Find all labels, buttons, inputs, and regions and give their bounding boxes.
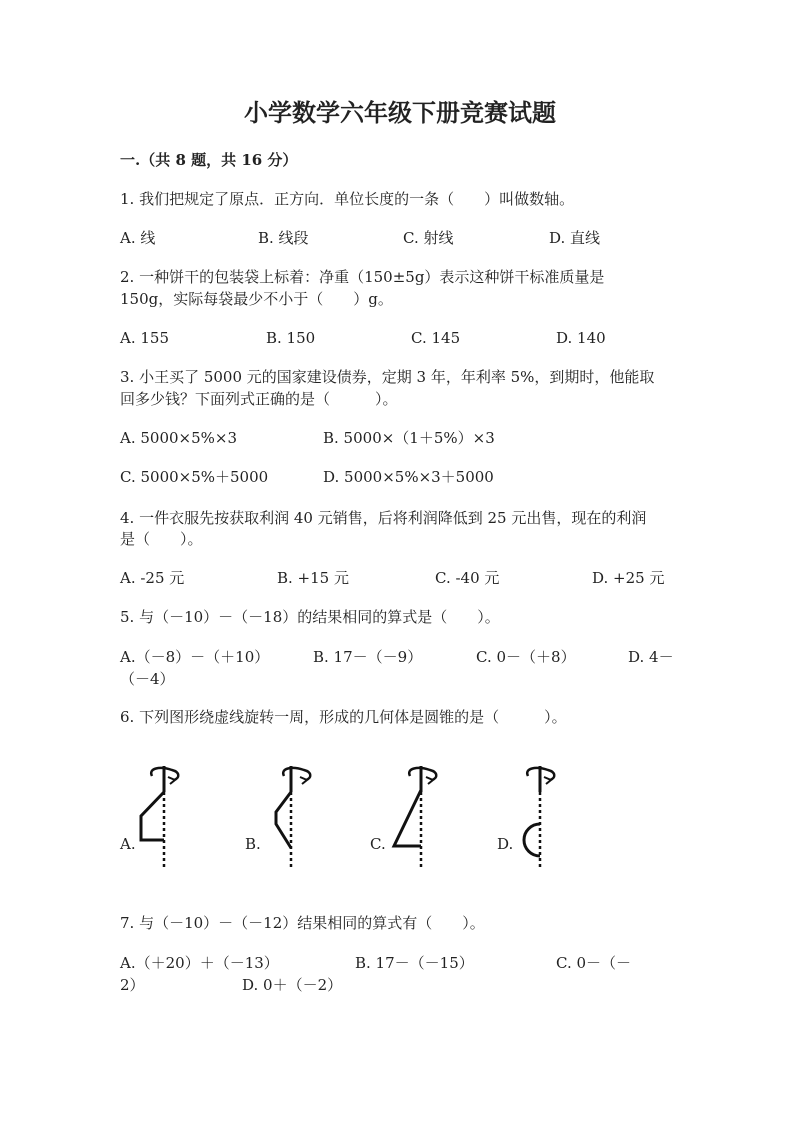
rotation-arrow-icon	[283, 768, 310, 780]
question-2-stem-line2: 150g，实际每袋最少不小于（ ）g。	[120, 290, 393, 308]
figure-a	[130, 762, 190, 872]
question-1-option-b: B. 线段	[258, 229, 309, 247]
shape-d-semicircle	[524, 824, 540, 856]
question-4-option-a: A. -25 元	[120, 569, 185, 587]
question-3-option-c: C. 5000×5%＋5000	[120, 468, 269, 486]
question-3-option-b: B. 5000×（1＋5%）×3	[323, 429, 495, 447]
question-6-option-b: B.	[245, 835, 261, 853]
question-4-stem-line2: 是（ ）。	[120, 530, 203, 548]
section-header: 一.（共 8 题，共 16 分）	[120, 151, 298, 169]
question-5-stem: 5. 与（－10）－（－18）的结果相同的算式是（ ）。	[120, 608, 500, 626]
shape-a-outline	[141, 792, 164, 840]
question-3-stem-line2: 回多少钱？下面列式正确的是（ ）。	[120, 390, 398, 408]
question-7-stem: 7. 与（－10）－（－12）结果相同的算式有（ ）。	[120, 914, 485, 932]
question-6-option-a: A.	[120, 835, 136, 853]
question-5-option-b: B. 17－（－9）	[313, 648, 423, 666]
question-4-option-c: C. -40 元	[435, 569, 500, 587]
question-4-option-d: D. +25 元	[592, 569, 665, 587]
question-6-option-d: D.	[497, 835, 514, 853]
question-3-option-a: A. 5000×5%×3	[120, 429, 238, 447]
question-2-option-c: C. 145	[411, 329, 461, 347]
question-4-stem-line1: 4. 一件衣服先按获取利润 40 元销售，后将利润降低到 25 元出售，现在的利润	[120, 509, 647, 527]
question-7-option-a: A.（＋20）＋（－13）	[120, 954, 279, 972]
figure-d	[516, 762, 576, 872]
question-1-option-d: D. 直线	[549, 229, 601, 247]
figure-b	[262, 762, 322, 872]
rotation-arrow-icon	[409, 768, 436, 780]
question-2-option-a: A. 155	[120, 329, 169, 347]
question-7-option-c: C. 0－（－	[556, 954, 632, 972]
page-title: 小学数学六年级下册竞赛试题	[244, 98, 556, 127]
question-5-option-d: D. 4－	[628, 648, 674, 666]
question-7-option-c-cont: 2）	[120, 976, 145, 994]
question-2-option-b: B. 150	[266, 329, 316, 347]
question-1-stem: 1. 我们把规定了原点．正方向．单位长度的一条（ ）叫做数轴。	[120, 190, 575, 208]
question-3-option-d: D. 5000×5%×3＋5000	[323, 468, 494, 486]
question-5-option-a: A.（－8）－（＋10）	[120, 648, 270, 666]
question-5-option-c: C. 0－（＋8）	[476, 648, 576, 666]
question-4-option-b: B. +15 元	[277, 569, 349, 587]
shape-b-outline	[276, 792, 291, 848]
question-6-option-c: C.	[370, 835, 386, 853]
question-7-option-d: D. 0＋（－2）	[242, 976, 343, 994]
question-5-option-d-cont: （－4）	[120, 670, 175, 688]
question-1-option-a: A. 线	[120, 229, 156, 247]
question-3-stem-line1: 3. 小王买了 5000 元的国家建设债券，定期 3 年，年利率 5%，到期时，他能取	[120, 368, 655, 386]
question-2-option-d: D. 140	[556, 329, 606, 347]
shape-c-outline	[394, 790, 421, 846]
figure-c	[388, 762, 448, 872]
question-1-option-c: C. 射线	[403, 229, 454, 247]
question-6-stem: 6. 下列图形绕虚线旋转一周，形成的几何体是圆锥的是（ ）。	[120, 708, 567, 726]
question-2-stem-line1: 2. 一种饼干的包装袋上标着：净重（150±5g）表示这种饼干标准质量是	[120, 268, 605, 286]
question-7-option-b: B. 17－（－15）	[355, 954, 474, 972]
